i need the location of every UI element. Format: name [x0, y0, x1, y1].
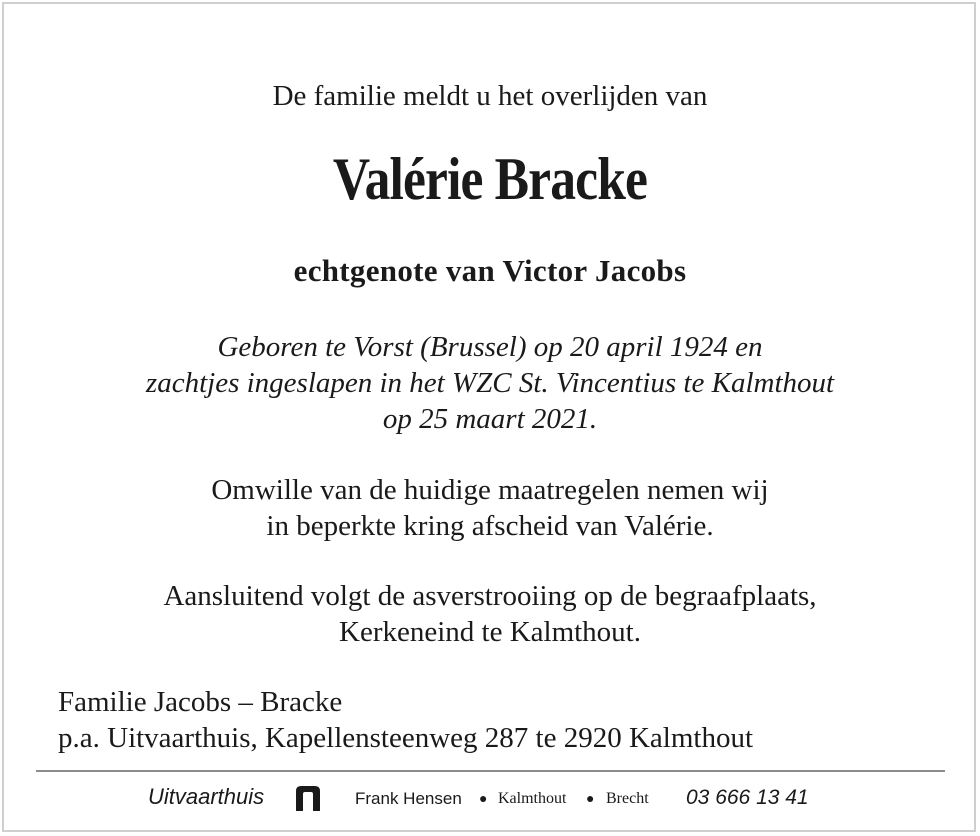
- ceremony-line-1: Omwille van de huidige maatregelen nemen wij: [211, 474, 769, 506]
- separator-dot: ●: [586, 792, 595, 807]
- deceased-name: Valérie Bracke: [332, 146, 648, 212]
- location-kalmthout: Kalmthout: [498, 790, 567, 807]
- arch-icon: [295, 785, 321, 811]
- intro-text: De familie meldt u het overlijden van: [272, 80, 708, 112]
- birth-line-3: op 25 maart 2021.: [382, 403, 598, 435]
- spouse-line: echtgenote van Victor Jacobs: [293, 253, 687, 288]
- location-brecht: Brecht: [606, 790, 649, 807]
- owner-name: Frank Hensen: [355, 789, 462, 808]
- funeral-home-footer: [0, 784, 980, 818]
- separator-dot: ●: [479, 792, 488, 807]
- phone-number: 03 666 13 41: [686, 786, 809, 809]
- footer-divider: [36, 770, 945, 772]
- birth-line-2: zachtjes ingeslapen in het WZC St. Vincentius te Kalmthout: [145, 367, 835, 399]
- signature-family: Familie Jacobs – Bracke: [58, 686, 343, 718]
- signature-address: p.a. Uitvaarthuis, Kapellensteenweg 287 te 2920 Kalmthout: [58, 722, 754, 754]
- ceremony-line-2: in beperkte kring afscheid van Valérie.: [266, 510, 714, 542]
- ashes-line-2: Kerkeneind te Kalmthout.: [339, 616, 641, 648]
- brand-name: Uitvaarthuis: [148, 784, 265, 809]
- birth-line-1: Geboren te Vorst (Brussel) op 20 april 1924 en: [217, 331, 763, 363]
- ashes-line-1: Aansluitend volgt de asverstrooiing op de begraafplaats,: [163, 580, 817, 612]
